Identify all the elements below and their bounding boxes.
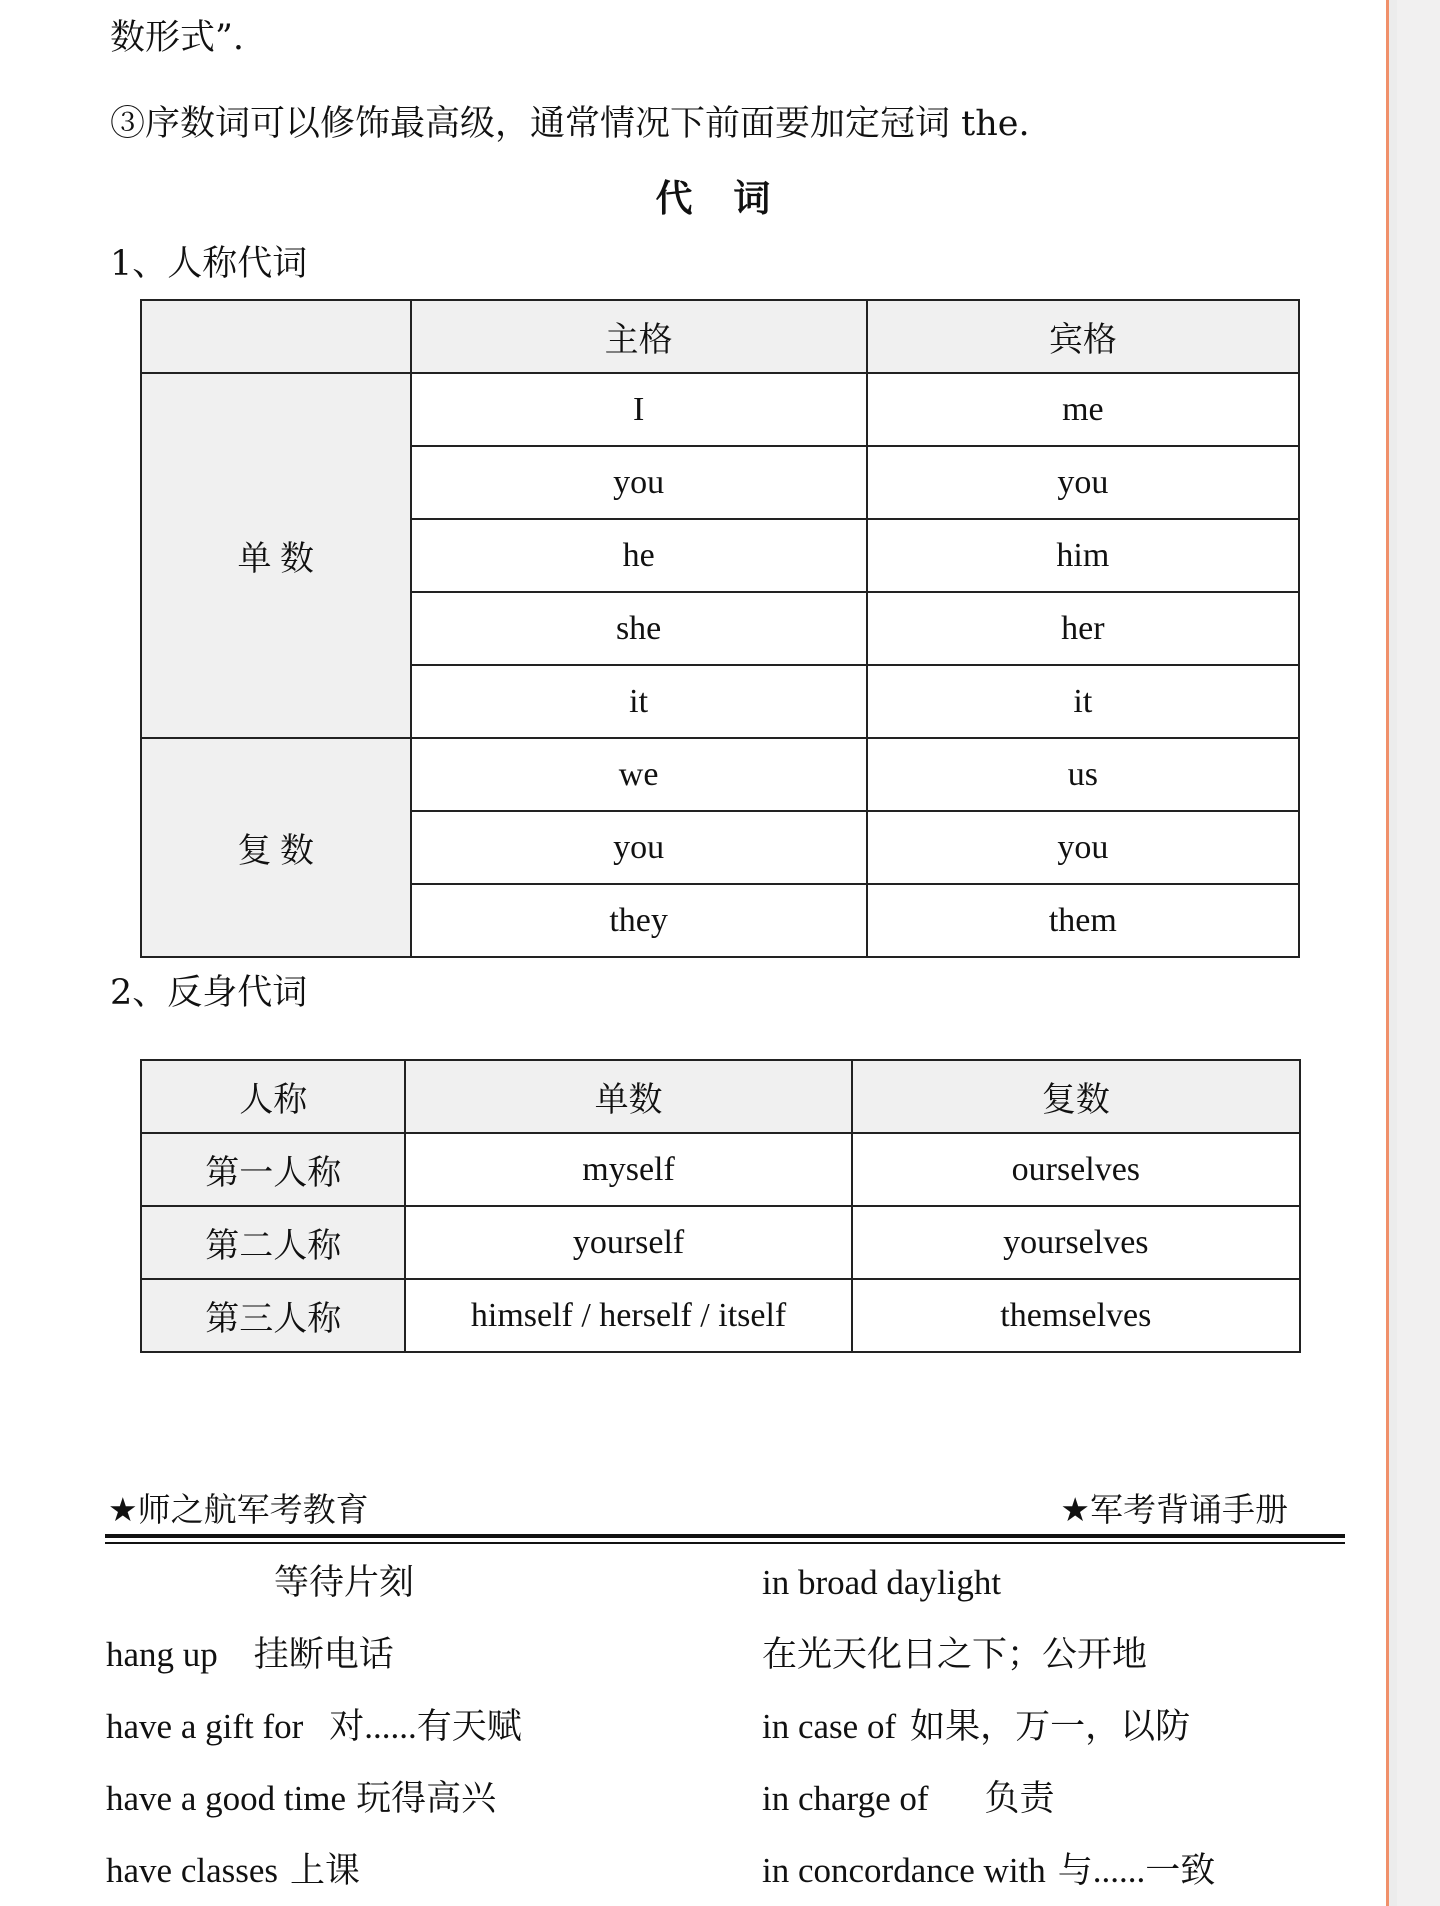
table-cell: yourselves	[852, 1206, 1300, 1279]
vocab-zh: 上课	[290, 1851, 361, 1890]
table-header-row	[141, 1060, 1300, 1133]
header-cell-singular: 单数	[405, 1060, 851, 1133]
table-row	[141, 1279, 1300, 1352]
vocab-zh: 负责	[984, 1779, 1055, 1818]
intro-line-1: 数形式”.	[110, 18, 245, 58]
table-cell: he	[411, 519, 867, 592]
table-cell: we	[411, 738, 867, 811]
personal-pronoun-table	[140, 299, 1300, 958]
table-cell: yourself	[405, 1206, 851, 1279]
vocab-item	[762, 1849, 1215, 1893]
header-cell-subjective: 主格	[411, 300, 867, 373]
table-cell: themselves	[852, 1279, 1300, 1352]
reflexive-pronoun-table	[140, 1059, 1301, 1353]
vocab-en: in charge of	[762, 1779, 929, 1818]
header-cell-plural: 复数	[852, 1060, 1300, 1133]
vocab-item	[106, 1633, 394, 1677]
vocab-en: in broad daylight	[762, 1563, 1002, 1602]
vocab-item	[762, 1561, 1001, 1605]
divider-thin	[105, 1542, 1345, 1544]
table-cell-person: 第三人称	[141, 1279, 405, 1352]
table-cell: them	[867, 884, 1299, 957]
table-row	[141, 373, 1299, 446]
vocab-en: in concordance with	[762, 1851, 1046, 1890]
vocab-zh: 对......有天赋	[329, 1707, 522, 1746]
table-cell: you	[411, 811, 867, 884]
vocab-item	[106, 1705, 522, 1749]
table-cell: you	[411, 446, 867, 519]
vocab-zh: 与......一致	[1057, 1851, 1216, 1890]
group-label-plural: 复 数	[141, 738, 411, 957]
table-cell: ourselves	[852, 1133, 1300, 1206]
table-cell: himself / herself / itself	[405, 1279, 851, 1352]
reflexive-pronoun-heading: 2、反身代词	[110, 973, 308, 1013]
intro-line-2: ③序数词可以修饰最高级，通常情况下前面要加定冠词 the.	[110, 104, 1030, 144]
divider-thick	[105, 1534, 1345, 1538]
vocab-item	[762, 1705, 1190, 1749]
table-cell: her	[867, 592, 1299, 665]
header-cell-person: 人称	[141, 1060, 405, 1133]
header-cell-objective: 宾格	[867, 300, 1299, 373]
table-row	[141, 1133, 1300, 1206]
footer-brand-left: ★师之航军考教育	[108, 1490, 369, 1529]
table-cell: they	[411, 884, 867, 957]
table-cell: she	[411, 592, 867, 665]
section-title: 代 词	[655, 177, 785, 220]
table-cell: myself	[405, 1133, 851, 1206]
header-cell-empty	[141, 300, 411, 373]
vocab-en: have a good time	[106, 1779, 347, 1818]
vocab-item	[106, 1561, 414, 1605]
vocab-zh: 等待片刻	[274, 1563, 415, 1602]
table-cell: me	[867, 373, 1299, 446]
vocab-en: have a gift for	[106, 1707, 304, 1746]
table-cell: I	[411, 373, 867, 446]
table-cell: it	[411, 665, 867, 738]
table-cell: it	[867, 665, 1299, 738]
vocab-zh: 在光天化日之下；公开地	[762, 1635, 1148, 1674]
vocab-zh: 玩得高兴	[356, 1779, 497, 1818]
vocab-en: hang up	[106, 1635, 218, 1674]
vocab-item	[762, 1777, 1055, 1821]
table-cell-person: 第一人称	[141, 1133, 405, 1206]
table-row	[141, 738, 1299, 811]
vocab-item	[106, 1777, 496, 1821]
vocab-zh: 挂断电话	[253, 1635, 394, 1674]
table-header-row	[141, 300, 1299, 373]
table-cell: you	[867, 811, 1299, 884]
table-cell-person: 第二人称	[141, 1206, 405, 1279]
vocab-en: in case of	[762, 1707, 897, 1746]
personal-pronoun-heading: 1、人称代词	[110, 244, 308, 284]
vocab-item	[762, 1633, 1147, 1677]
vocab-en: have classes	[106, 1851, 279, 1890]
footer-brand-right: ★军考背诵手册	[1060, 1490, 1288, 1529]
table-row	[141, 1206, 1300, 1279]
group-label-singular: 单 数	[141, 373, 411, 738]
vocab-zh: 如果，万一，以防	[910, 1707, 1191, 1746]
table-cell: him	[867, 519, 1299, 592]
vocab-item	[106, 1849, 360, 1893]
table-cell: us	[867, 738, 1299, 811]
table-cell: you	[867, 446, 1299, 519]
